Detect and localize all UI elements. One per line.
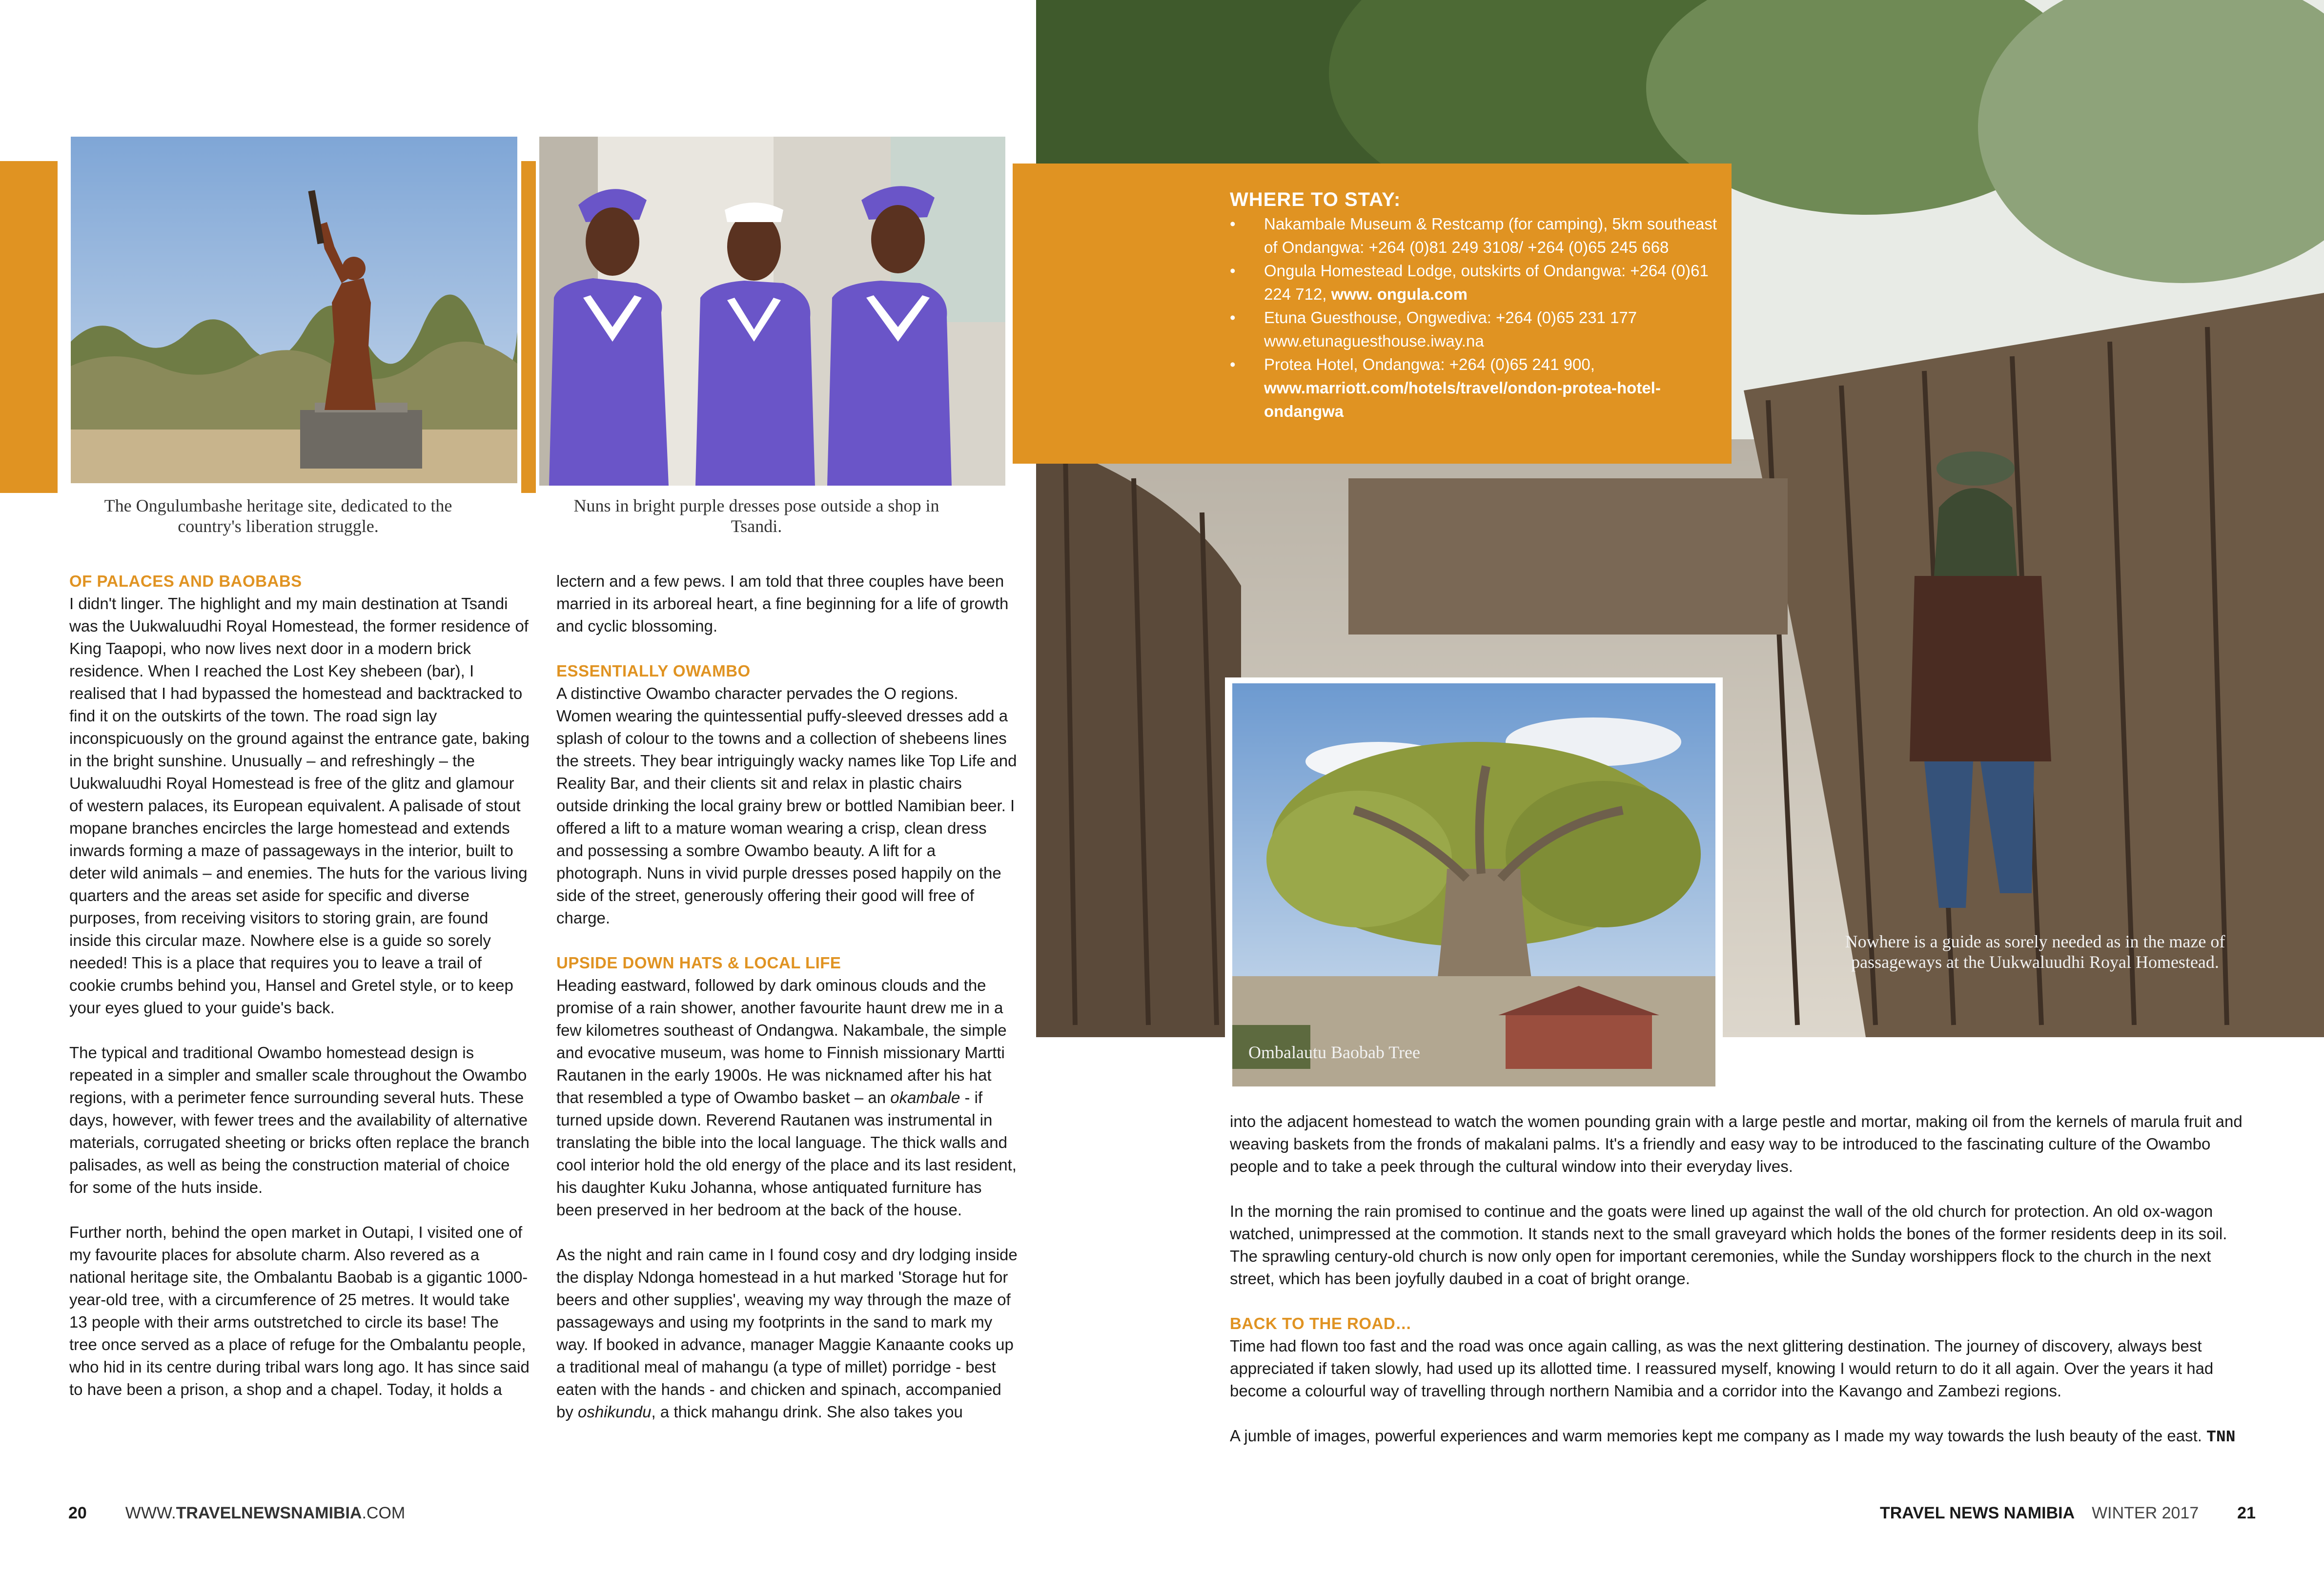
left-accent-bar <box>0 161 58 493</box>
footer-left <box>68 1503 405 1523</box>
maze-caption: Nowhere is a guide as sorely needed as in the maze of passageways at the Uukwaluudhi Royal Homestead. <box>1845 932 2225 972</box>
page-number-right: 21 <box>2237 1504 2256 1522</box>
statue-caption: The Ongulumbashe heritage site, dedicated to the country's liberation struggle. <box>104 496 452 536</box>
stay-item-ongula: • Ongula Homestead Lodge, outskirts of Ondangwa: +264 (0)61 224 712, www. ongula.com <box>1230 259 1718 306</box>
where-to-stay-title: WHERE TO STAY: <box>1230 189 1401 210</box>
tnn-sign-off: TNN <box>2206 1428 2236 1446</box>
col2-paragraph-2: Heading eastward, followed by dark ominous clouds and the promise of a rain shower, another favourite haunt drew me in a few kilometres southeast of Ondangwa. Nakambale, the simple and evocative museum, was home to Finnish missionary Martti Rautanen in the early 1900s. He was nicknamed after his hat that resembled a type of Owambo basket – an okambale - if turned upside down. Reverend Rautanen was instrumental in translating the bible into the local language. The thick walls and cool interior hold the old energy of the place and its last resident, his daughter Kuku Johanna, whose antiquated furniture has been preserved in her bedroom at the back of the house. <box>556 976 1017 1219</box>
col3-paragraph-1: into the adjacent homestead to watch the women pounding grain with a large pestle and mortar, making oil from the kernels of marula fruit and weaving baskets from the fronds of makalani palms. It's a friendly and easy way to be introduced to the fascinating culture of the Owambo people and to take a peek through the cultural window into their everyday lives. <box>1230 1112 2242 1175</box>
middle-accent-bar <box>521 161 536 493</box>
col2-paragraph-0: lectern and a few pews. I am told that three couples have been married in its arboreal heart, a fine beginning for a life of growth and cyclic blossoming. <box>556 572 1009 635</box>
article-column-3 <box>1230 1110 2250 1449</box>
col1-paragraph-2: The typical and traditional Owambo homestead design is repeated in a simpler and smaller scale throughout the Owambo regions, with a perimeter fence surrounding several huts. These days, however, with fewer trees and the availability of alternative materials, corrugated sheeting or bricks often replace the branch palisades, as well as being the construction material of choice for some of the huts inside. <box>69 1044 530 1196</box>
col3-paragraph-3: Time had flown too fast and the road was once again calling, as was the next glittering destination. The journey of discovery, always best appreciated if taken slowly, had used up its allotted time. I reassured myself, knowing I would return to do it all again. Over the years it had become a colourful way of travelling through northern Namibia and a corridor into the Kavango and Zambezi regions. <box>1230 1337 2214 1400</box>
stay-item-nakambale: • Nakambale Museum & Restcamp (for camping), 5km southeast of Ondangwa: +264 (0)81 249 3108/ +264 (0)65 245 668 <box>1230 212 1718 259</box>
col3-paragraph-4: A jumble of images, powerful experiences and warm memories kept me company as I made my way towards the lush beauty of the east. TNN <box>1230 1427 2236 1446</box>
statue-photo <box>71 137 517 483</box>
where-to-stay-list <box>1230 212 1718 423</box>
magazine-title: TRAVEL NEWS NAMIBIA <box>1879 1504 2075 1522</box>
issue-label: WINTER 2017 <box>2092 1504 2199 1522</box>
stay-item-protea: • Protea Hotel, Ondangwa: +264 (0)65 241 900, www.marriott.com/hotels/travel/ondon-protea-hotel-ondangwa <box>1230 353 1718 423</box>
page-number-left: 20 <box>68 1504 87 1522</box>
col3-paragraph-2: In the morning the rain promised to continue and the goats were lined up against the wall of the old church for protection. An old ox-wagon watched, unimpressed at the commotion. It stands next to the small graveyard which holds the bones of the former residents deep in its soil. The sprawling century-old church is now only open for important ceremonies, while the Sunday worshippers flock to the church in the next street, which has been joyfully daubed in a coat of bright orange. <box>1230 1202 2227 1288</box>
col1-paragraph-1: I didn't linger. The highlight and my main destination at Tsandi was the Uukwaluudhi Royal Homestead, the former residence of King Taapopi, who now lives next door in a modern brick residence. When I reached the Lost Key shebeen (bar), I realised that I had bypassed the homestead and backtracked to find it on the outskirts of the town. The road sign lay inconspicuously on the ground against the entrance gate, baking in the bright sunshine. Unusually – and refreshingly – the Uukwaluudhi Royal Homestead is free of the glitz and glamour of western palaces, its European equivalent. A palisade of stout mopane branches encircles the large homestead and extends inwards forming a maze of passageways in the interior, built to deter wild animals – and enemies. The huts for the various living quarters and the areas set aside for specific and diverse purposes, from receiving visitors to storing grain, are found inside this circular maze. Nowhere else is a guide so sorely needed! This is a place that requires you to leave a trail of cookie crumbs behind you, Hansel and Gretel style, or to keep your eyes glued to your guide's back. <box>69 594 530 1017</box>
baobab-photo <box>1232 683 1715 1086</box>
nuns-caption: Nuns in bright purple dresses pose outside a shop in Tsandi. <box>573 496 939 536</box>
ongula-link[interactable]: www. ongula.com <box>1331 285 1468 303</box>
heading-essentially-owambo: ESSENTIALLY OWAMBO <box>556 662 751 680</box>
col2-paragraph-3: As the night and rain came in I found cosy and dry lodging inside the display Ndonga homestead in a hut marked 'Storage hut for beers and other supplies', weaving my way through the maze of passageways and using my footprints in the sand to mark my way. If booked in advance, manager Maggie Kanaante cooks up a traditional meal of mahangu (a type of millet) porridge - best eaten with the hands - and chicken and spinach, accompanied by oshikundu, a thick mahangu drink. She also takes you <box>556 1246 1018 1421</box>
footer-right <box>1880 1503 2256 1523</box>
site-url[interactable]: WWW.TRAVELNEWSNAMIBIA.COM <box>125 1504 406 1522</box>
col1-paragraph-3: Further north, behind the open market in Outapi, I visited one of my favourite places for absolute charm. Also revered as a national heritage site, the Ombalantu Baobab is a gigantic 1000-year-old tree, with a circumference of 25 metres. It would take 13 people with their arms outstretched to circle its base! The tree once served as a place of refuge for the Ombalantu people, who hid in its centre during tribal wars long ago. It has since said to have been a prison, a shop and a chapel. Today, it holds a <box>69 1223 530 1398</box>
baobab-caption: Ombalautu Baobab Tree <box>1248 1043 1420 1062</box>
article-column-2 <box>556 570 1018 1423</box>
where-to-stay-content <box>1230 188 1718 423</box>
heading-back-to-road: BACK TO THE ROAD… <box>1230 1314 1412 1332</box>
heading-upside-down-hats: UPSIDE DOWN HATS & LOCAL LIFE <box>556 954 841 972</box>
col2-paragraph-1: A distinctive Owambo character pervades the O regions. Women wearing the quintessential puffy-sleeved dresses add a splash of colour to the towns and a collection of shebeens lines the streets. They bear intriguingly wacky names like Top Life and Reality Bar, and their clients sit and relax in plastic chairs outside drinking the local grainy brew or bottled Namibian beer. I offered a lift to a mature woman wearing a crisp, clean dress and possessing a sombre Owambo beauty. A lift for a photograph. Nuns in vivid purple dresses posed happily on the side of the street, generously offering their good will free of charge. <box>556 684 1017 927</box>
stay-item-etuna: • Etuna Guesthouse, Ongwediva: +264 (0)65 231 177 www.etunaguesthouse.iway.na <box>1230 306 1718 353</box>
nuns-photo <box>539 137 1005 486</box>
protea-link[interactable]: www.marriott.com/hotels/travel/ondon-protea-hotel-ondangwa <box>1264 379 1661 420</box>
article-column-1 <box>69 570 530 1401</box>
heading-palaces-baobabs: OF PALACES AND BAOBABS <box>69 572 302 590</box>
